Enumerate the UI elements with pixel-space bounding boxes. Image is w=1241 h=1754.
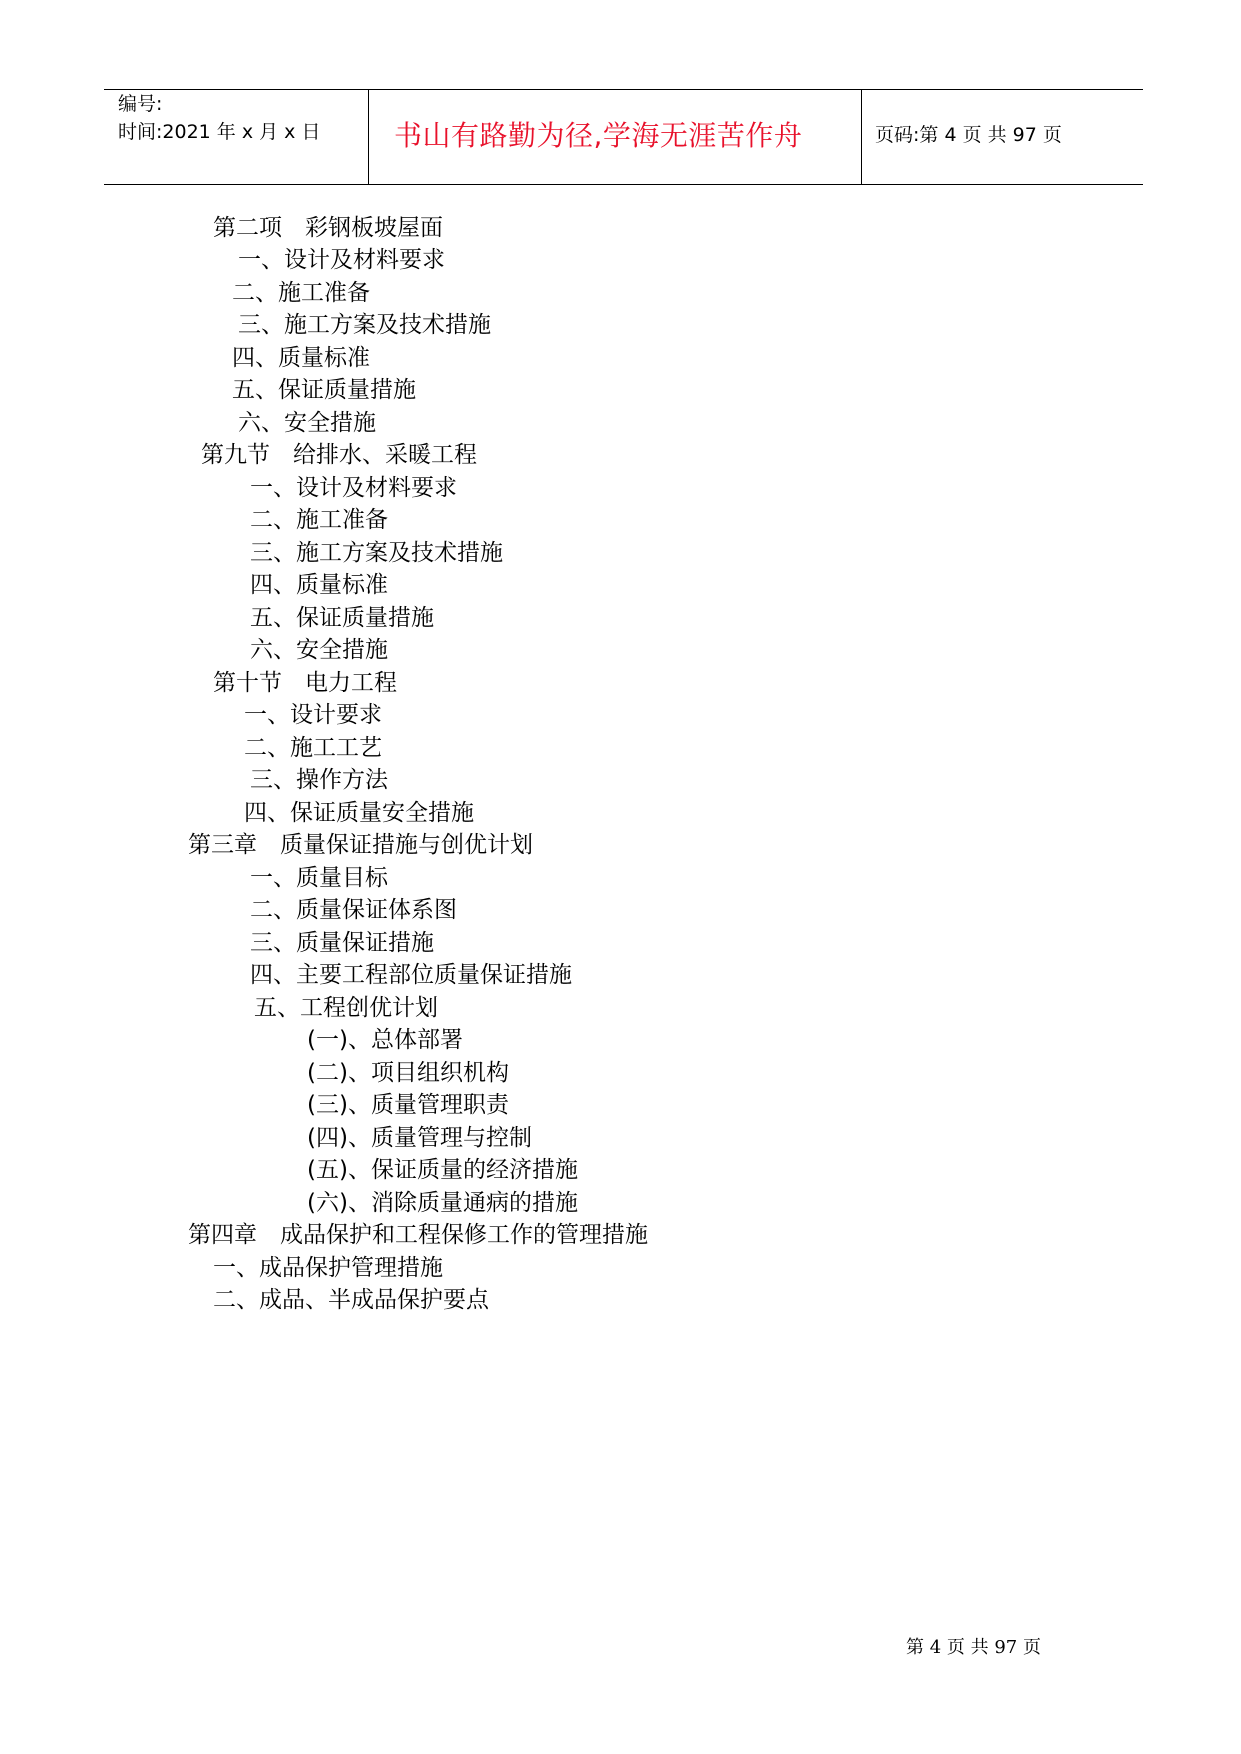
toc-item: 第十节 电力工程 — [213, 670, 397, 696]
toc-item: 五、保证质量措施 — [232, 377, 416, 403]
toc-item: 一、设计及材料要求 — [238, 247, 445, 273]
toc-item: (五)、保证质量的经济措施 — [307, 1157, 578, 1183]
toc-item: 四、保证质量安全措施 — [244, 800, 474, 826]
toc-item: 一、质量目标 — [250, 865, 388, 891]
toc-item: 三、施工方案及技术措施 — [238, 312, 491, 338]
toc-item: 一、设计要求 — [244, 702, 382, 728]
page-footer: 第 4 页 共 97 页 — [906, 1637, 1041, 1658]
toc-item: 四、主要工程部位质量保证措施 — [250, 962, 572, 988]
toc-item: 六、安全措施 — [250, 637, 388, 663]
toc-item: 五、保证质量措施 — [250, 605, 434, 631]
toc-item: 二、施工工艺 — [244, 735, 382, 761]
toc-item: 二、质量保证体系图 — [250, 897, 457, 923]
toc-item: (六)、消除质量通病的措施 — [307, 1190, 578, 1216]
toc-item: (一)、总体部署 — [307, 1027, 463, 1053]
doc-number-label: 编号: — [118, 93, 163, 115]
page-header — [104, 89, 1143, 185]
date-label: 时间:2021 年 x 月 x 日 — [118, 121, 321, 143]
toc-item: 第三章 质量保证措施与创优计划 — [188, 832, 533, 858]
toc-item: 六、安全措施 — [238, 410, 376, 436]
toc-item: 三、操作方法 — [250, 767, 388, 793]
toc-item: 四、质量标准 — [232, 345, 370, 371]
toc-item: 第九节 给排水、采暖工程 — [201, 442, 477, 468]
toc-item: 二、成品、半成品保护要点 — [213, 1287, 489, 1313]
toc-item: 三、施工方案及技术措施 — [250, 540, 503, 566]
toc-item: (三)、质量管理职责 — [307, 1092, 509, 1118]
toc-item: 第二项 彩钢板坡屋面 — [213, 215, 443, 241]
toc-item: 三、质量保证措施 — [250, 930, 434, 956]
header-middle-cell — [368, 90, 862, 184]
toc-item: 五、工程创优计划 — [254, 995, 438, 1021]
motto-text: 书山有路勤为径,学海无涯苦作舟 — [394, 119, 803, 152]
header-left-cell — [104, 90, 369, 184]
toc-item: 第四章 成品保护和工程保修工作的管理措施 — [188, 1222, 648, 1248]
toc-item: (二)、项目组织机构 — [307, 1060, 509, 1086]
toc-item: 二、施工准备 — [250, 507, 388, 533]
toc-item: 一、成品保护管理措施 — [213, 1255, 443, 1281]
header-right-cell — [861, 90, 1143, 184]
toc-item: 四、质量标准 — [250, 572, 388, 598]
toc-item: 一、设计及材料要求 — [250, 475, 457, 501]
page-code: 页码:第 4 页 共 97 页 — [875, 124, 1062, 146]
toc-item: 二、施工准备 — [232, 280, 370, 306]
toc-item: (四)、质量管理与控制 — [307, 1125, 532, 1151]
